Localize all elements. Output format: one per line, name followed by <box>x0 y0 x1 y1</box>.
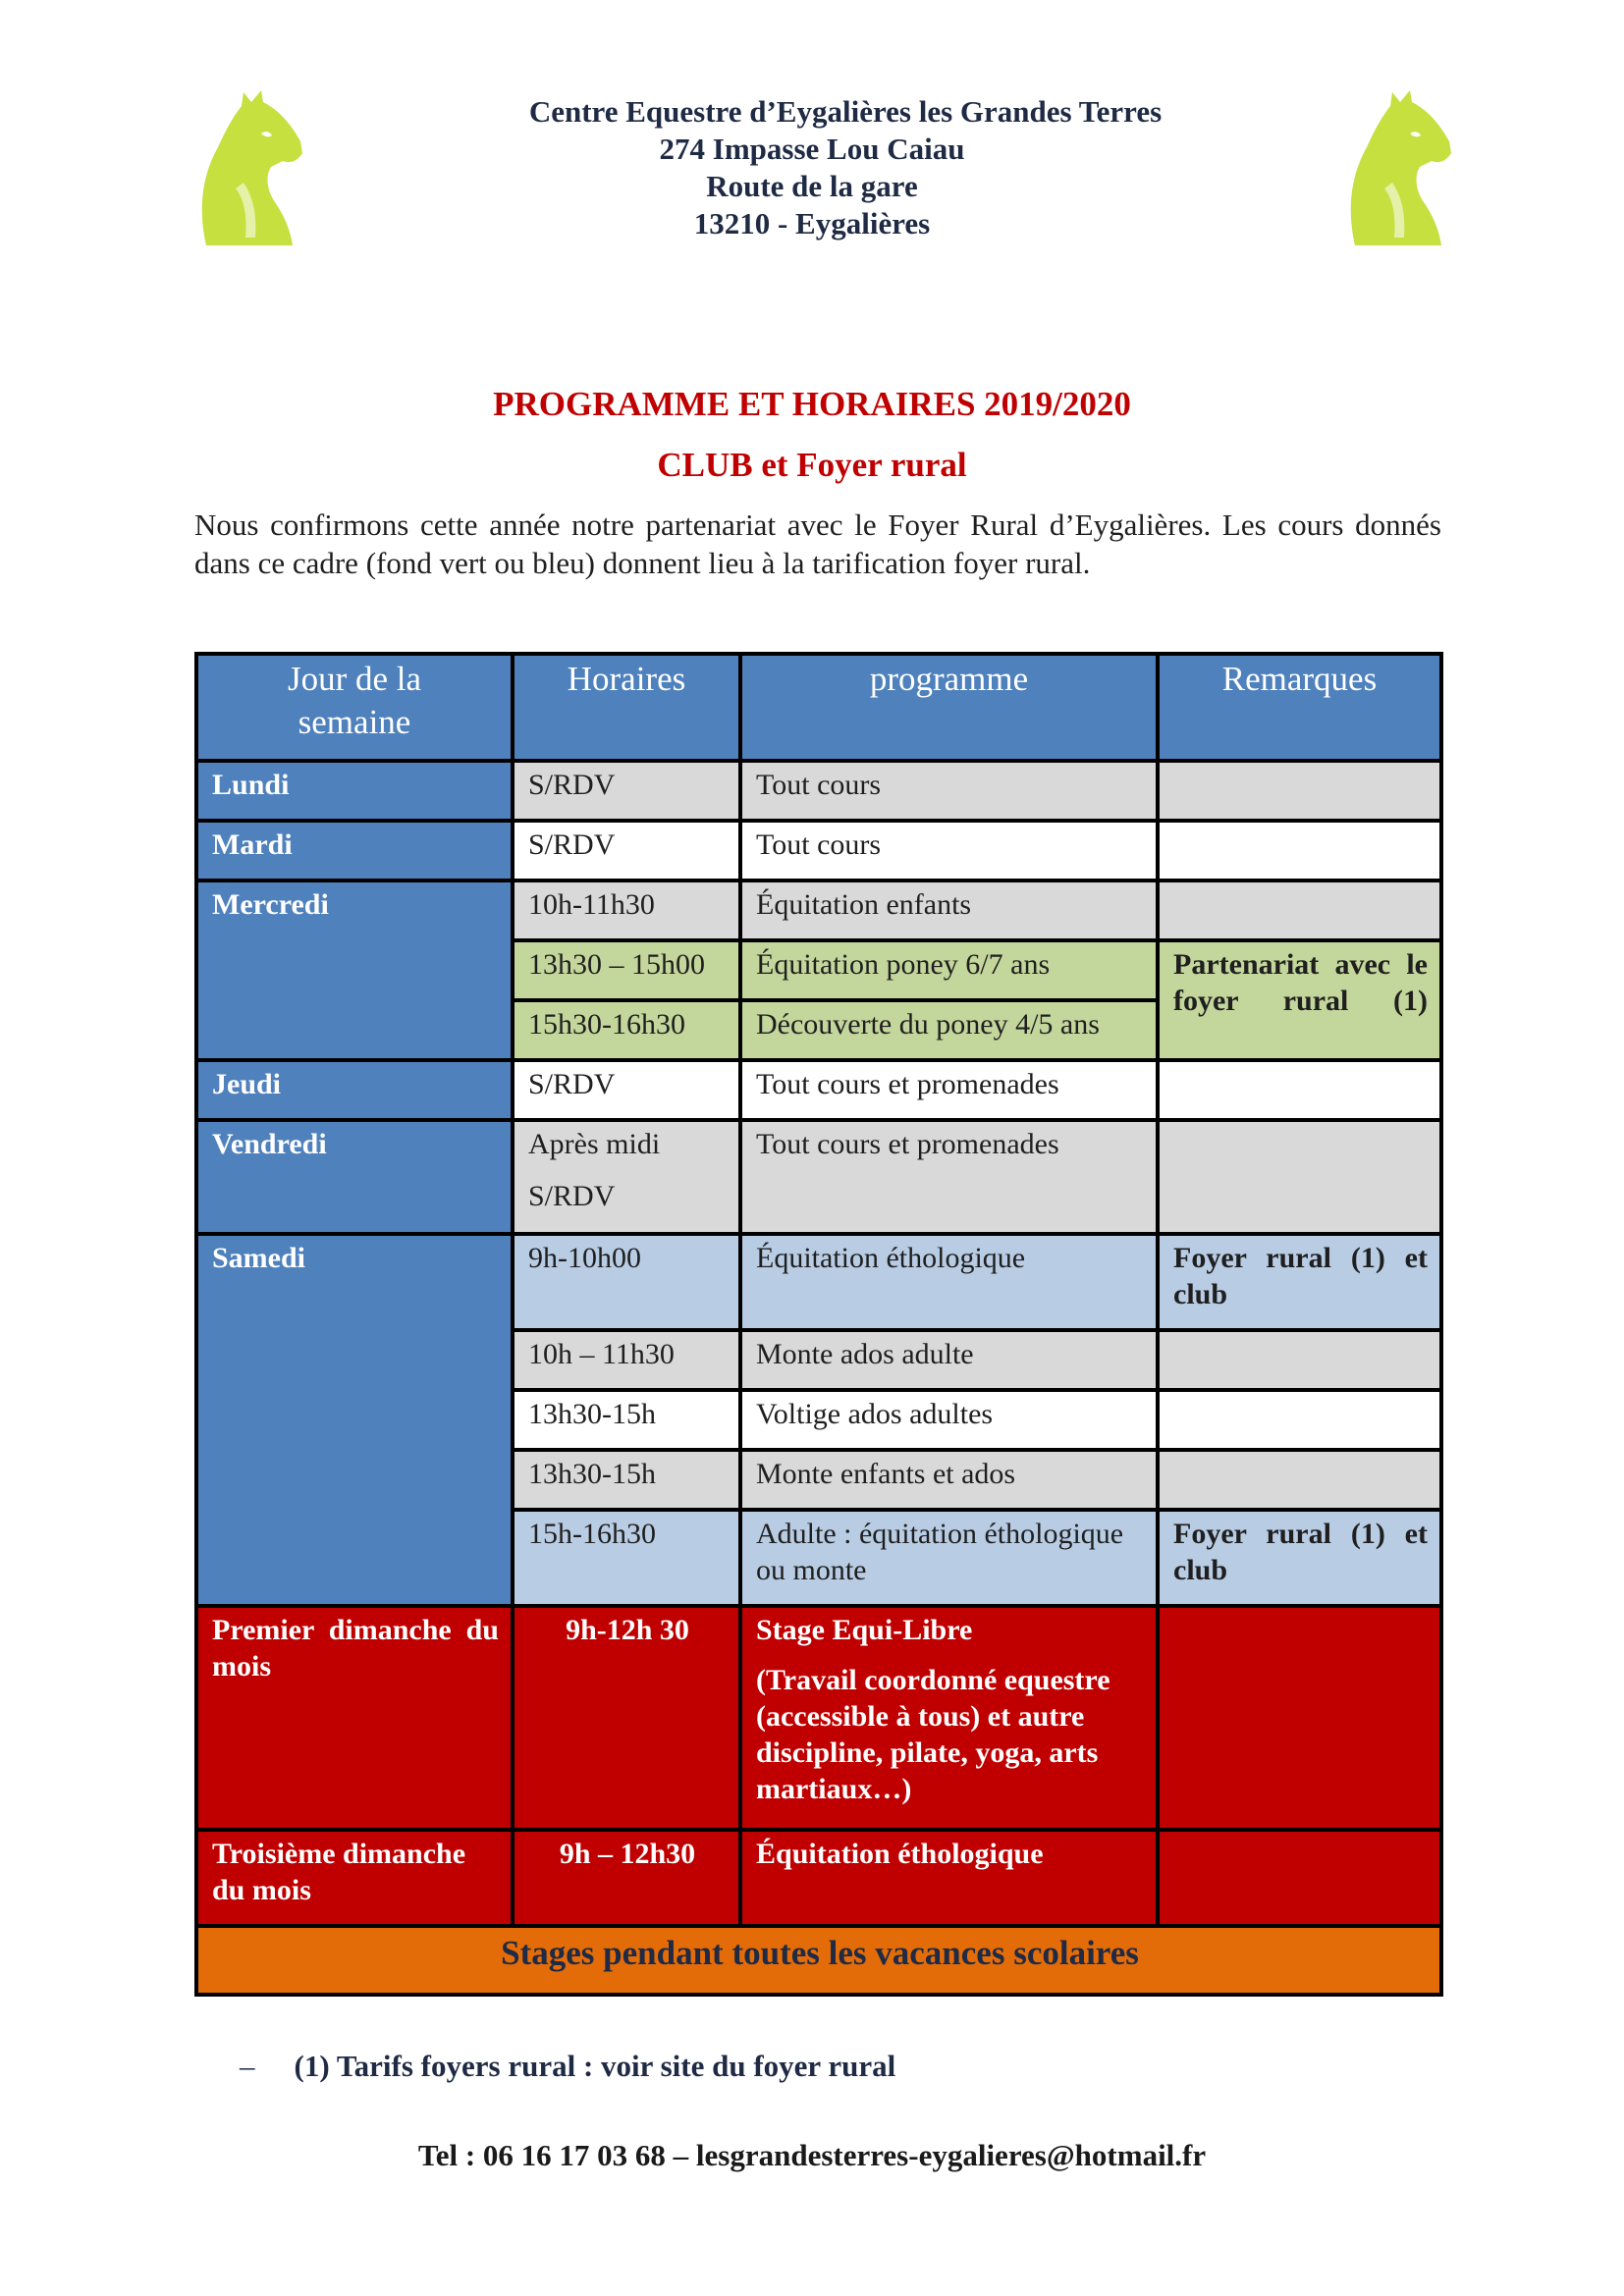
contact-line: Tel : 06 16 17 03 68 – lesgrandesterres-eygalieres@hotmail.fr <box>417 2138 1207 2172</box>
intro-paragraph: Nous confirmons cette année notre partenariat avec le Foyer Rural d’Eygalières. Les cours donnés dans ce cadre (fond vert ou bleu) donnent lieu à la tarification foyer rural. <box>194 507 1441 580</box>
hours-cell: S/RDV <box>513 761 740 821</box>
program-cell: Stage Equi-Libre (Travail coordonné equestre (accessible à tous) et autre discipline, pilate, yoga, arts martiaux…) <box>740 1606 1158 1830</box>
program-cell: Tout cours <box>740 761 1158 821</box>
program-cell: Tout cours et promenades <box>740 1060 1158 1120</box>
hours-cell: 15h30-16h30 <box>513 1000 740 1060</box>
address-city: 13210 - Eygalières <box>693 206 931 240</box>
center-name: Centre Equestre d’Eygalières les Grandes Terres <box>528 94 1163 129</box>
program-cell: Découverte du poney 4/5 ans <box>740 1000 1158 1060</box>
hours-cell: S/RDV <box>513 821 740 881</box>
day-cell: Samedi <box>196 1234 513 1606</box>
remark-cell <box>1158 1830 1441 1926</box>
hours-cell: 13h30-15h <box>513 1390 740 1450</box>
hours-cell: 13h30 – 15h00 <box>513 940 740 1000</box>
table-row <box>196 1234 1441 1330</box>
hours-cell: 9h – 12h30 <box>513 1830 740 1926</box>
remark-cell <box>1158 1450 1441 1510</box>
hours-cell: 10h-11h30 <box>513 881 740 940</box>
hours-cell: Après midi S/RDV <box>513 1120 740 1234</box>
table-row <box>196 1060 1441 1120</box>
header-day: Jour de la semaine <box>196 654 513 761</box>
day-cell: Premier dimanche du mois <box>196 1606 513 1830</box>
program-cell: Équitation enfants <box>740 881 1158 940</box>
day-cell: Mardi <box>196 821 513 881</box>
remark-cell <box>1158 881 1441 940</box>
day-cell: Jeudi <box>196 1060 513 1120</box>
hours-cell: 9h-12h 30 <box>513 1606 740 1830</box>
address-street: 274 Impasse Lou Caiau <box>659 132 965 166</box>
program-cell: Monte enfants et ados <box>740 1450 1158 1510</box>
table-footer-row <box>196 1926 1441 1995</box>
program-cell: Tout cours et promenades <box>740 1120 1158 1234</box>
page-title: PROGRAMME ET HORAIRES 2019/2020 <box>493 385 1131 423</box>
address-road: Route de la gare <box>706 169 918 203</box>
hours-cell: S/RDV <box>513 1060 740 1120</box>
table-row <box>196 881 1441 940</box>
table-row <box>196 1606 1441 1830</box>
schedule-table <box>194 652 1443 1997</box>
program-cell: Tout cours <box>740 821 1158 881</box>
holiday-stages-banner: Stages pendant toutes les vacances scolaires <box>196 1926 1441 1995</box>
hours-cell: 9h-10h00 <box>513 1234 740 1330</box>
table-row <box>196 1120 1441 1234</box>
table-header-row <box>196 654 1441 761</box>
program-cell: Équitation poney 6/7 ans <box>740 940 1158 1000</box>
day-cell: Troisième dimanche du mois <box>196 1830 513 1926</box>
program-cell: Adulte : équitation éthologique ou monte <box>740 1510 1158 1606</box>
remark-cell <box>1158 761 1441 821</box>
remark-cell <box>1158 1120 1441 1234</box>
remark-cell <box>1158 1330 1441 1390</box>
hours-cell: 15h-16h30 <box>513 1510 740 1606</box>
footnote-text: (1) Tarifs foyers rural : voir site du foyer rural <box>294 2049 896 2083</box>
remark-cell <box>1158 1606 1441 1830</box>
remark-cell: Foyer rural (1) et club <box>1158 1234 1441 1330</box>
remark-cell <box>1158 1060 1441 1120</box>
dash-bullet: – <box>240 2049 255 2083</box>
footnote <box>240 2049 895 2084</box>
address-header <box>0 93 1624 242</box>
hours-cell: 10h – 11h30 <box>513 1330 740 1390</box>
day-cell: Mercredi <box>196 881 513 1060</box>
program-cell: Équitation éthologique <box>740 1830 1158 1926</box>
table-row <box>196 1830 1441 1926</box>
day-cell: Lundi <box>196 761 513 821</box>
hours-cell: 13h30-15h <box>513 1450 740 1510</box>
day-cell: Vendredi <box>196 1120 513 1234</box>
remark-cell: Partenariat avec le foyer rural (1) <box>1158 940 1441 1060</box>
page-subtitle: CLUB et Foyer rural <box>657 446 967 484</box>
table-row <box>196 761 1441 821</box>
program-cell: Voltige ados adultes <box>740 1390 1158 1450</box>
table-row <box>196 821 1441 881</box>
program-cell: Équitation éthologique <box>740 1234 1158 1330</box>
remark-cell <box>1158 821 1441 881</box>
remark-cell: Foyer rural (1) et club <box>1158 1510 1441 1606</box>
header-program: programme <box>740 654 1158 761</box>
header-hours: Horaires <box>513 654 740 761</box>
program-cell: Monte ados adulte <box>740 1330 1158 1390</box>
remark-cell <box>1158 1390 1441 1450</box>
header-remarks: Remarques <box>1158 654 1441 761</box>
